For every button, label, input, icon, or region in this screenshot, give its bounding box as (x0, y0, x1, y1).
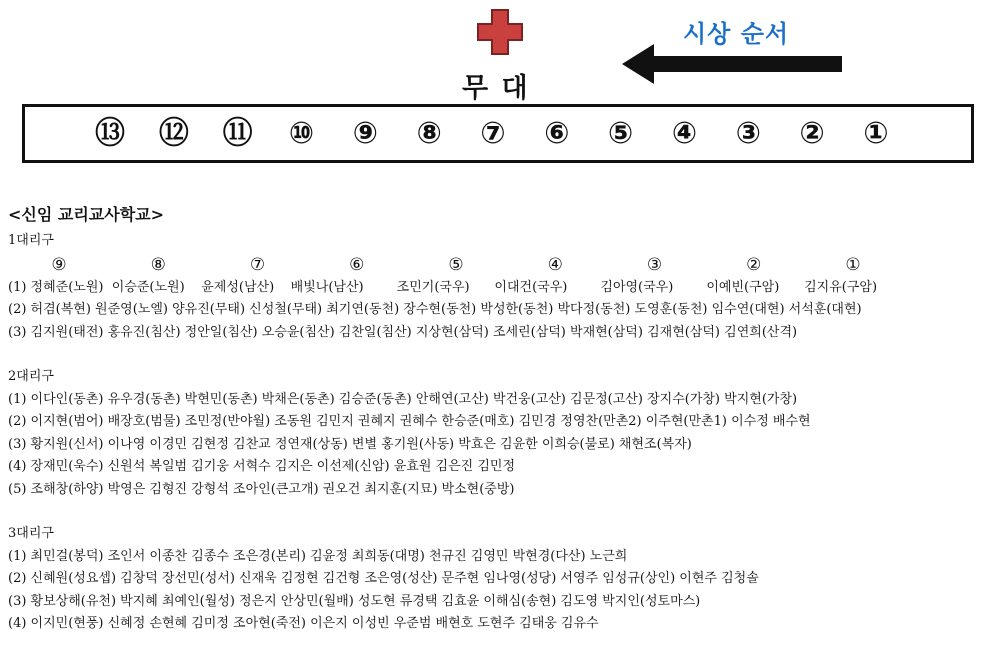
award-order-label: 시상 순서 (683, 20, 790, 48)
seat-number: ② (799, 116, 825, 151)
seat-number: ⑨ (352, 116, 379, 151)
district-name: 2대리구 (8, 369, 54, 384)
seat-number: ⑧ (416, 116, 442, 151)
spacer (8, 501, 998, 523)
name-row: (2) 이지현(범어) 배장호(범물) 조민정(반야월) 조동원 김민지 권혜지 권혜수 한승준(매호) 김민경 정영찬(만촌2) 이주현(만촌1) 이수정 배수현 (8, 414, 811, 429)
district-name: 3대리구 (8, 526, 54, 541)
stage-label: 무 대 (462, 73, 530, 104)
seat-number: ⑥ (544, 116, 570, 151)
column-number: ① (845, 254, 861, 275)
document-title: <신임 교리교사학교> (8, 205, 165, 224)
name-row: (1) 정혜준(노원) 이승준(노원) 윤제성(남산) 배빛나(남산) 조민기(국우) 이대건(국우) 김아영(국우) 이예빈(구암) 김지유(구암) (8, 279, 878, 295)
left-arrow-icon (622, 44, 842, 84)
seat-number: ⑫ (158, 116, 189, 151)
name-row: (3) 김지원(태전) 홍유진(침산) 정안일(침산) 오승윤(침산) 김찬일(침산) 지상현(삼덕) 조세린(삼덕) 박재현(삼덕) 김재현(삼덕) 김연희(산격) (8, 324, 798, 340)
column-number: ⑧ (150, 254, 166, 275)
seat-number: ④ (671, 116, 698, 151)
spacer (8, 344, 998, 366)
district-section (8, 230, 998, 344)
column-number: ④ (547, 254, 563, 275)
district-section (8, 523, 998, 636)
district-name: 1대리구 (8, 233, 54, 248)
seat-number: ⑩ (288, 116, 315, 151)
name-row: (3) 황보상해(유천) 박지혜 최예인(월성) 정은지 안상민(월배) 성도현 류경택 김효윤 이해심(송현) 김도영 박지인(성토마스) (8, 593, 701, 609)
column-numbers (8, 253, 868, 277)
column-number: ⑨ (51, 254, 67, 275)
name-row: (2) 신혜원(성요셉) 김창덕 장선민(성서) 신재욱 김정현 김건형 조은영(성산) 문주현 임나영(성당) 서영주 임성규(상인) 이현주 김청솔 (8, 571, 759, 586)
name-row: (4) 이지민(현풍) 신혜정 손현혜 김미정 조아현(죽전) 이은지 이성빈 우준범 배현호 도현주 김태웅 김유수 (8, 616, 599, 631)
district-section (8, 366, 998, 501)
seat-number: ⑤ (607, 116, 634, 151)
seat-number: ③ (735, 116, 761, 151)
name-row: (4) 장재민(욱수) 신원석 복일범 김기웅 서혁수 김지은 이선제(신암) 윤효원 김은진 김민정 (8, 459, 515, 474)
column-number: ⑦ (249, 254, 266, 275)
seat-number: ⑬ (95, 116, 125, 151)
teacher-list (8, 204, 998, 636)
name-row: (1) 이다인(동촌) 유우경(동촌) 박현민(동촌) 박채은(동촌) 김승준(동촌) 안해연(고산) 박건웅(고산) 김문정(고산) 장지수(가창) 박지현(가창) (8, 391, 798, 407)
column-number: ③ (646, 254, 663, 275)
seat-number: ① (863, 116, 889, 151)
seat-number: ⑦ (480, 116, 506, 151)
name-row: (2) 허겸(복현) 원준영(노엘) 양유진(무태) 신성철(무태) 최기연(동천) 장수현(동천) 박성한(동천) 박다정(동천) 도영훈(동천) 임수연(대현) 서석훈(대현) (8, 302, 862, 317)
name-row: (3) 황지원(신서) 이나영 이경민 김현정 김찬교 정연재(상동) 변별 홍기원(사동) 박효은 김윤한 이희승(불로) 채현조(복자) (8, 436, 692, 452)
column-number: ⑤ (448, 254, 464, 275)
column-number: ② (746, 254, 762, 275)
name-row: (5) 조해창(하양) 박영은 김형진 강형석 조아인(큰고개) 권오건 최지훈(지묘) 박소현(중방) (8, 481, 515, 497)
seat-numbers (88, 114, 898, 154)
name-row: (1) 최민걸(봉덕) 조인서 이종찬 김종수 조은경(본리) 김윤정 최희동(대명) 천규진 김영민 박현경(다산) 노근희 (8, 548, 628, 564)
column-number: ⑥ (349, 254, 365, 275)
red-cross-icon (477, 9, 523, 55)
seat-number: ⑪ (222, 116, 253, 151)
